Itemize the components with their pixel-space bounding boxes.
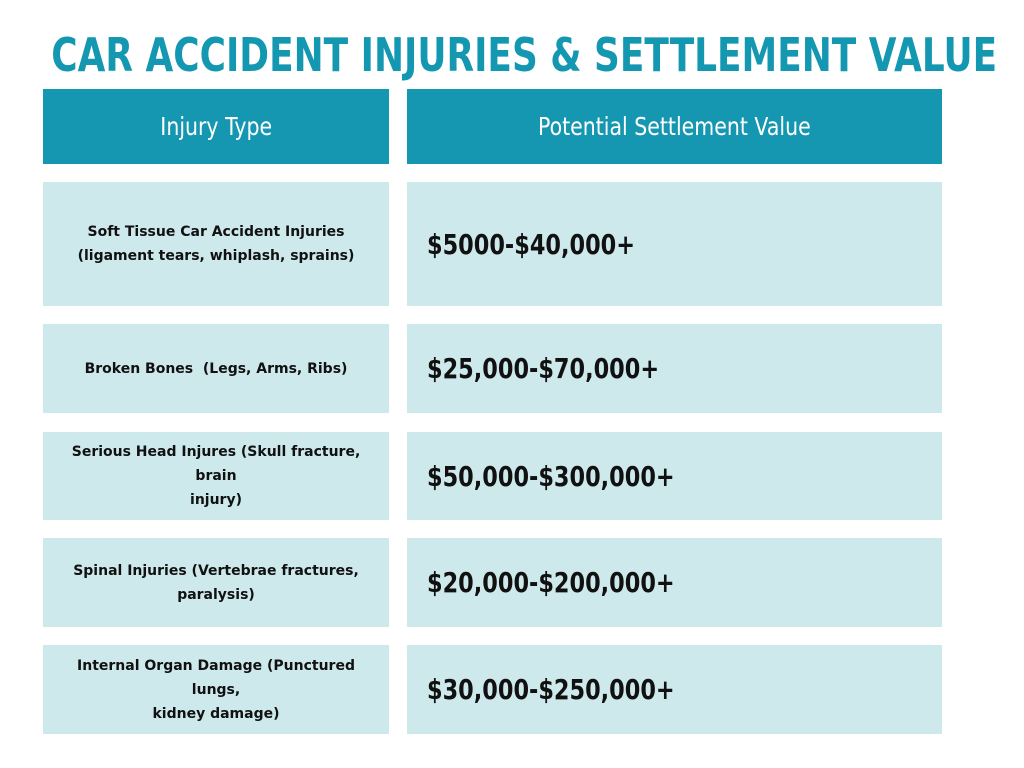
header-settlement-value-label: Potential Settlement Value (538, 112, 811, 141)
injury-label-line: kidney damage) (152, 705, 280, 722)
injury-label-line: Serious Head Injures (Skull fracture, brain (71, 444, 361, 484)
injury-label (73, 559, 359, 607)
table-row-value (407, 538, 942, 627)
injury-label (78, 220, 355, 268)
page-title: CAR ACCIDENT INJURIES & SETTLEMENT VALUE (51, 28, 998, 82)
table-row-injury (43, 324, 389, 413)
settlement-value: $20,000-$200,000+ (427, 566, 675, 599)
table-row-injury (43, 182, 389, 306)
header-injury-type-label: Injury Type (160, 112, 272, 141)
table-row-value (407, 432, 942, 520)
injury-label-line: paralysis) (177, 586, 255, 603)
table-row-injury (43, 432, 389, 520)
table-row-injury (43, 538, 389, 627)
injury-label-line: injury) (190, 492, 242, 508)
header-injury-type (43, 89, 389, 164)
injury-label-line: Broken Bones (Legs, Arms, Ribs) (84, 360, 348, 377)
injury-label (53, 440, 379, 512)
header-settlement-value (407, 89, 942, 164)
settlement-value: $5000-$40,000+ (427, 227, 636, 261)
table-row-value (407, 324, 942, 413)
table-row-injury (43, 645, 389, 734)
injury-label-line: Soft Tissue Car Accident Injuries (87, 224, 345, 240)
injury-label-line: Spinal Injuries (Vertebrae fractures, (73, 562, 359, 579)
table-row-value (407, 645, 942, 734)
settlement-value: $50,000-$300,000+ (427, 459, 675, 493)
table-row-value (407, 182, 942, 306)
injury-label (85, 357, 348, 381)
settlement-value: $30,000-$250,000+ (427, 673, 675, 706)
injury-label (53, 654, 379, 726)
injury-label-line: (ligament tears, whiplash, sprains) (77, 248, 355, 264)
settlement-value: $25,000-$70,000+ (427, 352, 660, 385)
injury-label-line: Internal Organ Damage (Punctured lungs, (77, 657, 355, 698)
